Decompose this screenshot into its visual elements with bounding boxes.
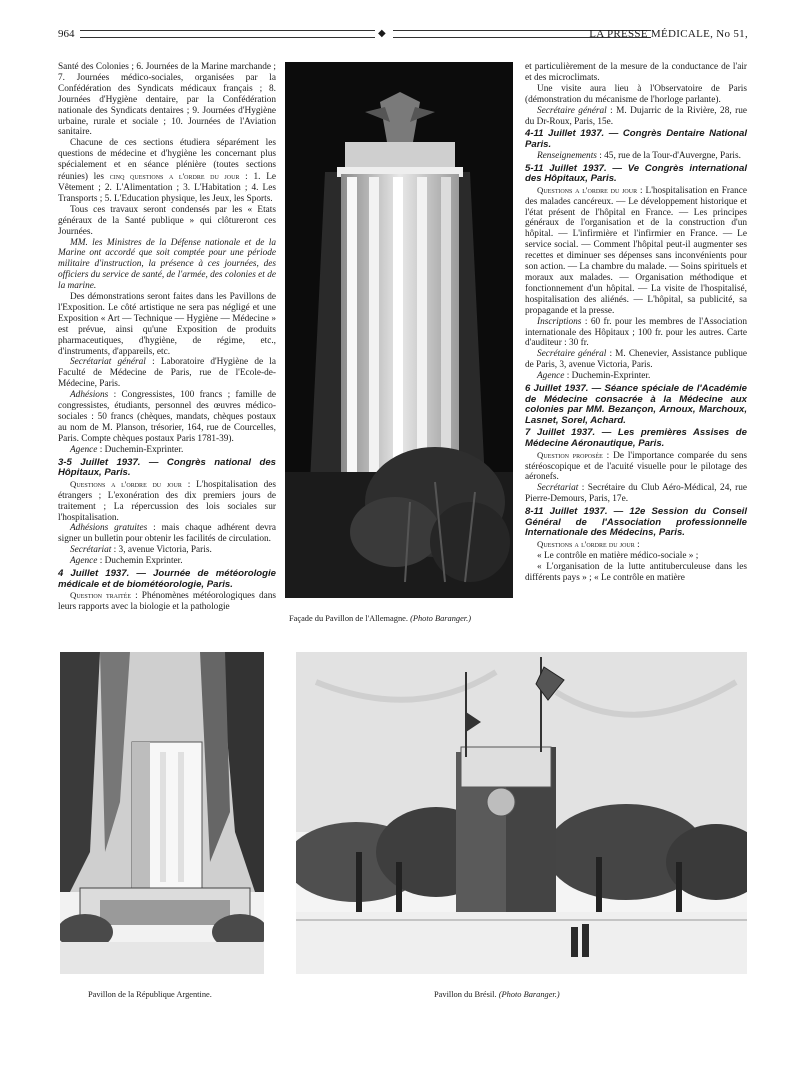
photo-brazil-pavilion [296, 652, 747, 974]
running-header [58, 26, 748, 42]
paragraph: Secrétariat général : Laboratoire d'Hygiène de la Faculté de Médecine de Paris, rue de l'Ecole-de-Médecine, Paris. [58, 357, 276, 390]
paragraph: Secrétariat : Secrétaire du Club Aéro-Médical, 24, rue Pierre-Demours, Paris, 17e. [525, 483, 747, 505]
paragraph: Renseignements : 45, rue de la Tour-d'Auvergne, Paris. [537, 150, 741, 161]
paragraph: Agence : Duchemin-Exprinter. [70, 444, 184, 455]
paragraph: Adhésions : Congressistes, 100 francs ; famille de congressistes, étudiants, personnel des œuvres médico-sociales : 50 francs (chèques, mandats, chèques postaux au nom de M. Planson, trésorier, 164, rue de Courcelles, Paris. Compte chèques postaux Paris 1781-39). [58, 390, 276, 444]
paragraph: Adhésions gratuites : mais chaque adhérent devra signer un bulletin pour obtenir les facilités de circulation. [58, 523, 276, 545]
paragraph: MM. les Ministres de la Défense nationale et de la Marine ont accordé que soit comptée pour une période militaire d'instruction, la présence à ces journées, des officiers du service de santé, de l'armée, des colonies et de la marine. [58, 237, 276, 292]
paragraph: Questions a l'ordre du jour : L'hospitalisation en France des malades cancéreux. — Le développement historique et l'état présent de l'hôpital en France. — Les principes généraux de l'organisation et de la construction d'un hôpital. — L'infirmière et l'infirmier en France. — Le service social. — Comment l'hôpital peut-il augmenter ses recettes et diminuer ses dépenses sans inconvénients pour son action. — La chambre du malade. — Soins spirituels et moraux aux malades. — Organisation méthodique et fonctionnement d'un hôpital. — La visite de l'hospitalisé, hospitalisation des aliénés. — L'hôpital, sa publicité, sa propagande et la presse. [525, 184, 747, 316]
paragraph: Agence : Duchemin-Exprinter. [537, 371, 651, 382]
section-heading: 7 Juillet 1937. — Les premières Assises de Médecine Aéronautique, Paris. [525, 427, 747, 449]
journal-title: LA PRESSE MÉDICALE, No 51, [589, 28, 748, 40]
paragraph: et particulièrement de la mesure de la conductance de l'air et des microclimats. [525, 62, 747, 83]
brazil-pavilion-illustration [296, 652, 747, 974]
section-heading: 5-11 Juillet 1937. — Ve Congrès international des Hôpitaux, Paris. [525, 162, 747, 185]
paragraph: Question proposée : De l'importance comparée du sens stéréoscopique et de l'acuité visuelle pour le pilotage des aéronefs. [525, 449, 747, 483]
section-heading: 4-11 Juillet 1937. — Congrès Dentaire National Paris. [525, 128, 747, 151]
paragraph: Santé des Colonies ; 6. Journées de la Marine marchande ; 7. Journées médico-sociales, organisées par la Confédération des Syndicats médicaux français ; 8. Journées d'Hygiène dentaire, par la Confédération nationale des Syndicats dentaires ; 9. Journées d'Hygiène urbaine, rurale et sociale ; 10. Journées de l'Aviation sanitaire. [58, 62, 276, 138]
paragraph: Chacune de ces sections étudiera séparément les questions de médecine et d'hygiène les concernant plus spécialement et en séance plénière (toutes sections réunies) les cinq questions a l'ordre du jour : 1. Le Vêtement ; 2. L'Alimentation ; 3. L'Habitation ; 4. Les Transports ; 5. L'Education physique, les Jeux, les Sports. [58, 138, 277, 204]
section-heading: 4 Juillet 1937. — Journée de météorologie médicale et de biométéorologie, Paris. [58, 568, 276, 590]
caption-argentine-pavilion: Pavillon de la République Argentine. [88, 990, 212, 999]
section-heading: 6 Juillet 1937. — Séance spéciale de l'Académie de Médecine consacrée à la Médecine aux colonies par MM. Bezançon, Arnoux, Marchoux, Lasnet, Sorel, Achard. [525, 383, 747, 426]
diamond-ornament-icon: ◆ [378, 28, 386, 39]
paragraph: Question traitée : Phénomènes météorologiques dans leurs rapports avec la biologie et la pathologie [58, 590, 276, 613]
section-heading: 8-11 Juillet 1937. — 12e Session du Conseil Général de l'Association professionnelle Internationale des Médecins, Paris. [525, 506, 747, 539]
photo-argentine-pavilion [60, 652, 264, 974]
german-pavilion-illustration [285, 62, 513, 598]
paragraph: Des démonstrations seront faites dans les Pavillons de l'Exposition. Le côté artistique ne sera pas négligé et une Exposition « Art — Technique — Hygiène — Médecine » est prévue, ainsi qu'une Exposition de produits pharmaceutiques, d'hygiène, de régime, etc., d'instruments, d'appareils, etc. [58, 292, 276, 357]
page-number: 964 [58, 28, 75, 40]
caption-brazil-pavilion: Pavillon du Brésil. (Photo Baranger.) [434, 990, 560, 999]
paragraph: « Le contrôle en matière médico-sociale » ; [537, 550, 699, 561]
section-heading: 3-5 Juillet 1937. — Congrès national des Hôpitaux, Paris. [58, 456, 276, 479]
paragraph: Secrétaire général : M. Dujarric de la Rivière, 28, rue du Dr-Roux, Paris, 15e. [525, 105, 747, 127]
paragraph: Agence : Duchemin Exprinter. [70, 556, 183, 567]
paragraph: Tous ces travaux seront condensés par les « Etats généraux de la Santé publique » qui clôtureront ces Journées. [58, 204, 276, 237]
paragraph: Secrétaire général : M. Chenevier, Assistance publique de Paris, 3, avenue Victoria, Paris. [525, 349, 747, 371]
paragraph: Une visite aura lieu à l'Observatoire de Paris (démonstration du mécanisme de l'horloge parlante). [525, 83, 747, 105]
header-rule-left [80, 30, 375, 38]
paragraph: « L'organisation de la lutte antituberculeuse dans les différents pays » ; « Le contrôle en matière [525, 561, 747, 583]
text-column-left [58, 62, 276, 613]
paragraph: Questions a l'ordre du jour : [537, 538, 640, 550]
photo-german-pavilion [285, 62, 513, 598]
paragraph: Secrétariat : 3, avenue Victoria, Paris. [70, 545, 212, 556]
argentine-pavilion-illustration [60, 652, 264, 974]
paragraph: Questions a l'ordre du jour : L'hospitalisation des étrangers ; L'exonération des dix premiers jours de traitement ; La répercussion des lois sociales sur l'hospitalisation. [58, 478, 276, 523]
caption-german-pavilion: Façade du Pavillon de l'Allemagne. (Photo Baranger.) [289, 614, 472, 623]
text-column-right [525, 62, 747, 584]
paragraph: Inscriptions : 60 fr. pour les membres de l'Association internationale des Hôpitaux ; 100 fr. pour les autres. Carte d'auditeur : 30 fr. [525, 316, 748, 349]
